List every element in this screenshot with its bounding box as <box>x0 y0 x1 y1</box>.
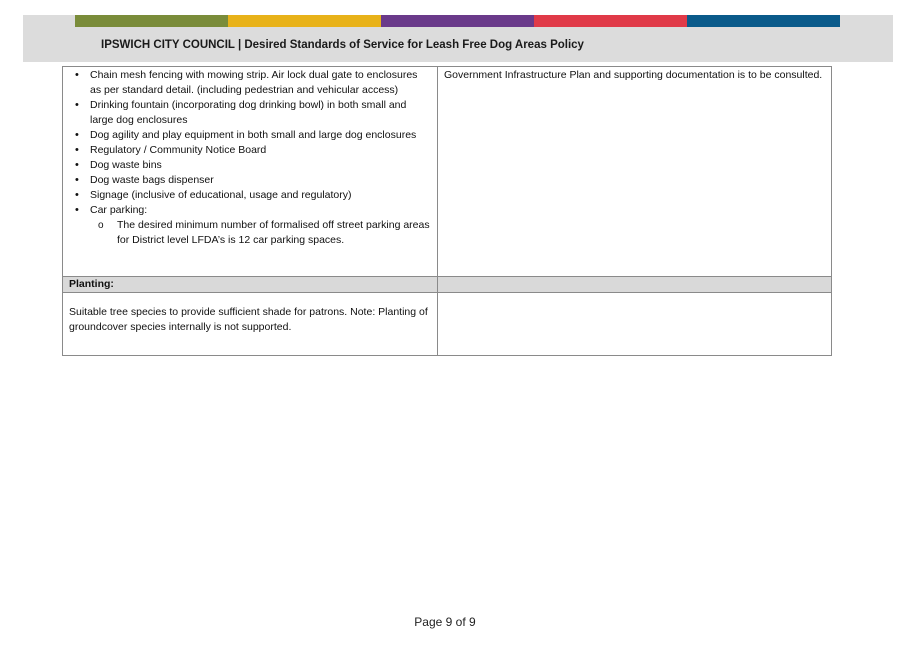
table-row-planting-heading <box>63 277 832 293</box>
table-row-facilities <box>63 67 832 277</box>
color-segment-blue <box>687 15 840 27</box>
header-color-bar <box>75 15 840 27</box>
reference-cell: Government Infrastructure Plan and supporting documentation is to be consulted. <box>438 67 832 277</box>
list-item: • Dog agility and play equipment in both small and large dog enclosures <box>90 128 431 143</box>
list-item: • Signage (inclusive of educational, usage and regulatory) <box>90 188 431 203</box>
color-segment-green <box>75 15 228 27</box>
list-item: • Regulatory / Community Notice Board <box>90 143 431 158</box>
table-row-planting <box>63 293 832 356</box>
planting-empty-cell <box>438 293 832 356</box>
list-item: • Chain mesh fencing with mowing strip. Air lock dual gate to enclosures as per standard detail. (including pedestrian and vehicular access) <box>90 68 431 98</box>
color-segment-yellow <box>228 15 381 27</box>
planting-text: Suitable tree species to provide sufficient shade for patrons. Note: Planting of groundcover species internally is not supported. <box>63 293 438 356</box>
document-header-title: IPSWICH CITY COUNCIL | Desired Standards of Service for Leash Free Dog Areas Policy <box>101 39 584 51</box>
facilities-cell <box>63 67 438 277</box>
color-segment-purple <box>381 15 534 27</box>
car-parking-label: Car parking: <box>90 204 148 216</box>
planting-heading: Planting: <box>63 277 438 293</box>
color-segment-red <box>534 15 687 27</box>
standards-table <box>62 66 832 356</box>
list-item-car-parking <box>90 203 431 248</box>
facilities-list <box>69 68 431 248</box>
list-item: • Drinking fountain (incorporating dog drinking bowl) in both small and large dog enclosures <box>90 98 431 128</box>
car-parking-sublist <box>90 218 431 248</box>
list-item: • Dog waste bags dispenser <box>90 173 431 188</box>
list-item: • Dog waste bins <box>90 158 431 173</box>
sub-list-item: o The desired minimum number of formalised off street parking areas for District level LFDA’s is 12 car parking spaces. <box>117 218 431 248</box>
page-number: Page 9 of 9 <box>414 615 476 629</box>
planting-heading-empty <box>438 277 832 293</box>
